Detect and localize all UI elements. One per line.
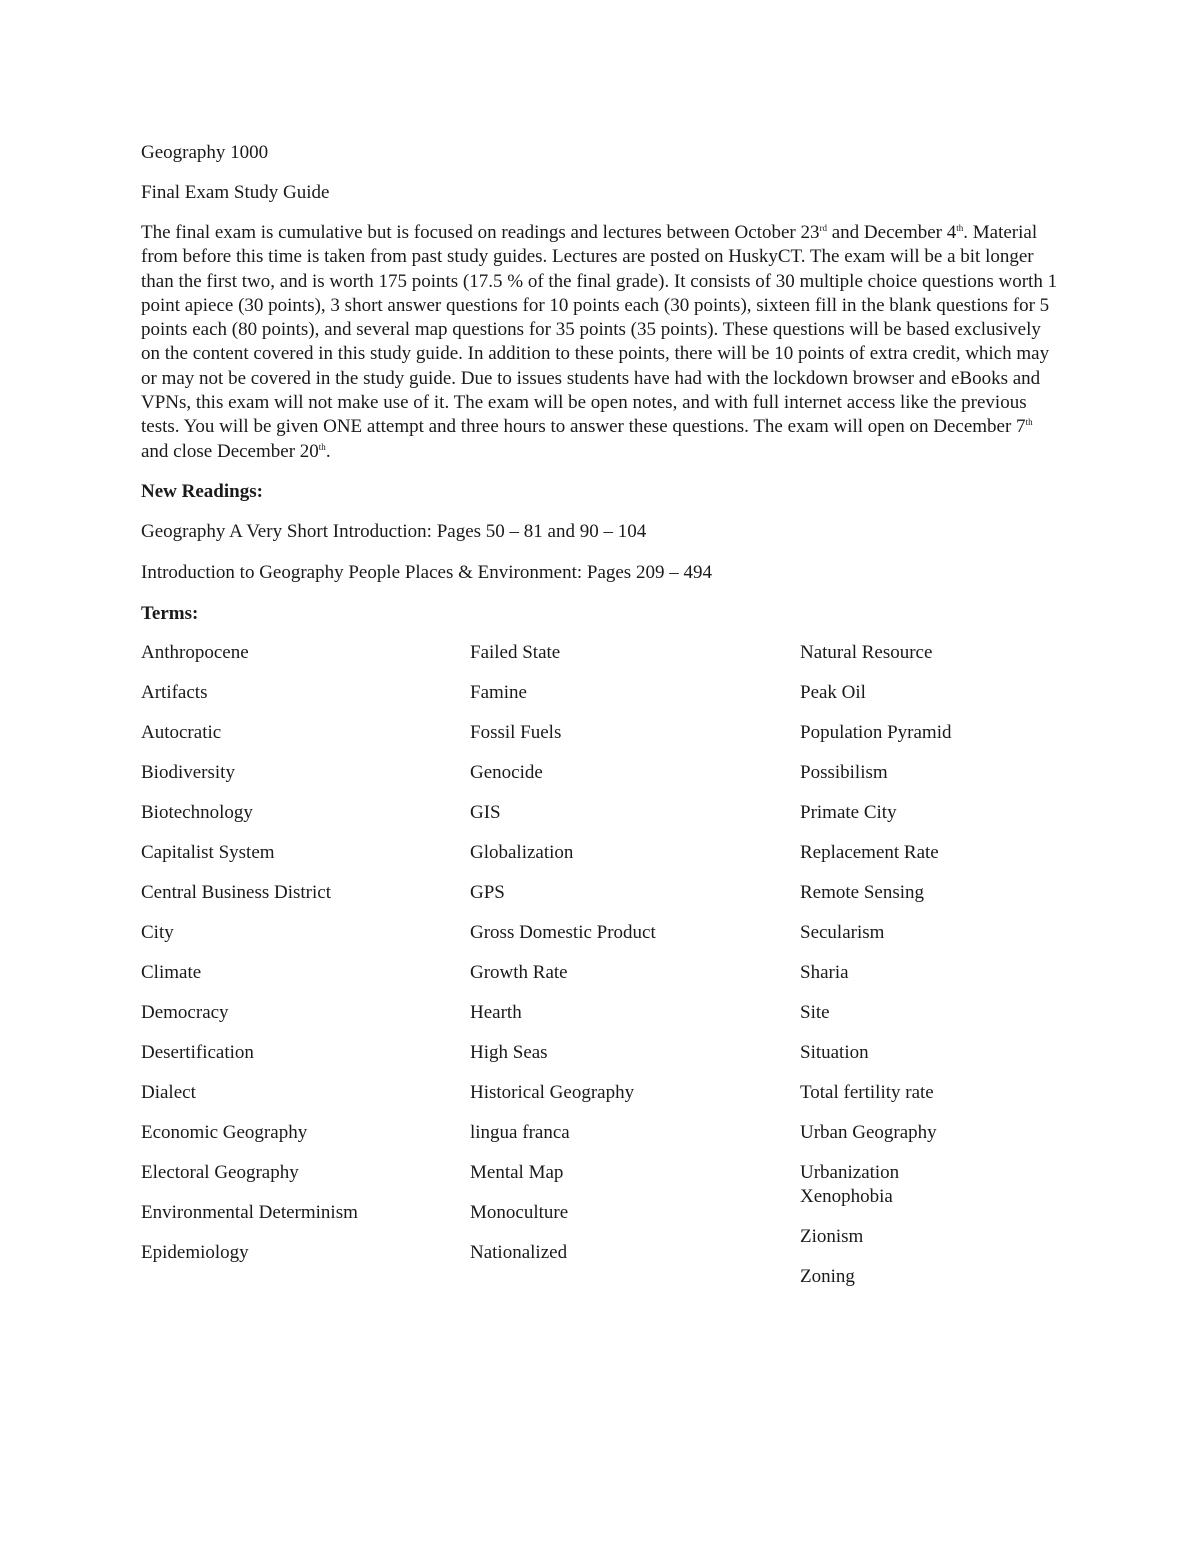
intro-text-2: and December 4 xyxy=(827,222,957,243)
intro-sup-3: th xyxy=(1025,417,1033,428)
intro-text-3: . Material from before this time is taken from past study guides. Lectures are posted on HuskyCT. The exam will be a bit longer than the first two, and is worth 175 points (17.5 % of the final grade). It consists of 30 multiple choice questions worth 1 point apiece (30 points), 3 short answer questions for 10 points each (30 points), sixteen fill in the blank questions for 5 points each (80 points), and several map questions for 35 points (35 points). These questions will be based exclusively on the content covered in this study guide. In addition to these points, there will be 10 points of extra credit, which may or may not be covered in the study guide. Due to issues students have had with the lockdown browser and eBooks and VPNs, this exam will not make use of it. The exam will be open notes, and with full internet access like the previous tests. You will be given ONE attempt and three hours to answer these questions. The exam will open on December 7 xyxy=(141,222,1058,438)
intro-text-5: . xyxy=(325,440,331,462)
term-item: Situation xyxy=(800,1041,869,1063)
term-item: Primate City xyxy=(800,801,897,823)
term-item: Zionism xyxy=(800,1225,864,1247)
terms-column-3 xyxy=(800,641,951,1305)
term-item: GPS xyxy=(470,881,505,903)
term-item: Historical Geography xyxy=(470,1081,635,1103)
term-item: GIS xyxy=(470,801,501,823)
term-item: Mental Map xyxy=(470,1161,564,1183)
term-item: Biodiversity xyxy=(141,761,235,783)
term-item: Total fertility rate xyxy=(800,1081,934,1103)
term-item: Possibilism xyxy=(800,761,888,783)
term-item: Urban Geography xyxy=(800,1121,937,1143)
intro-sup-1: rd xyxy=(819,223,827,233)
term-item: Peak Oil xyxy=(800,681,866,703)
term-item: Artifacts xyxy=(141,681,208,703)
document-subtitle: Final Exam Study Guide xyxy=(141,182,330,203)
term-item: Electoral Geography xyxy=(141,1161,299,1183)
terms-column-2 xyxy=(470,641,656,1281)
intro-text-1: The final exam is cumulative but is focused on readings and lectures between October 23 xyxy=(141,222,820,243)
term-item: Anthropocene xyxy=(141,641,249,663)
term-item: Replacement Rate xyxy=(800,841,939,863)
term-item: Famine xyxy=(470,681,527,703)
term-item: High Seas xyxy=(470,1041,548,1063)
term-item: Growth Rate xyxy=(470,961,568,983)
term-item: Central Business District xyxy=(141,881,331,903)
term-item: Democracy xyxy=(141,1001,229,1023)
term-item: Sharia xyxy=(800,961,849,983)
term-item: Genocide xyxy=(470,761,543,783)
term-item: Economic Geography xyxy=(141,1121,308,1143)
intro-text-4: and close December 20 xyxy=(141,440,319,462)
term-item: Population Pyramid xyxy=(800,721,952,743)
intro-paragraph xyxy=(141,221,1061,464)
readings-heading: New Readings: xyxy=(141,480,263,502)
terms-heading: Terms: xyxy=(141,602,199,624)
term-item: Environmental Determinism xyxy=(141,1201,358,1223)
term-item: Autocratic xyxy=(141,721,222,743)
intro-sup-4: th xyxy=(318,441,326,452)
intro-sup-2: th xyxy=(956,223,964,233)
reading-item: Introduction to Geography People Places & Environment: Pages 209 – 494 xyxy=(141,561,712,583)
term-item: Xenophobia xyxy=(800,1185,893,1207)
term-item: Urbanization xyxy=(800,1161,900,1183)
term-item: Fossil Fuels xyxy=(470,721,562,743)
term-item: Zoning xyxy=(800,1265,855,1287)
term-item: Secularism xyxy=(800,921,885,943)
term-item: Biotechnology xyxy=(141,801,253,823)
term-item: Dialect xyxy=(141,1081,196,1103)
document-page xyxy=(141,141,1061,1301)
term-item: City xyxy=(141,921,174,943)
term-item: Gross Domestic Product xyxy=(470,921,656,943)
term-item: Failed State xyxy=(470,641,561,663)
term-item: Epidemiology xyxy=(141,1241,249,1263)
term-item: Remote Sensing xyxy=(800,881,925,903)
term-item: Climate xyxy=(141,961,202,983)
term-item: Natural Resource xyxy=(800,641,933,663)
term-item: Site xyxy=(800,1001,830,1023)
term-item: Globalization xyxy=(470,841,574,863)
terms-column-1 xyxy=(141,641,358,1281)
term-item: Desertification xyxy=(141,1041,254,1063)
term-item: Hearth xyxy=(470,1001,522,1023)
term-item: Capitalist System xyxy=(141,841,275,863)
reading-item: Geography A Very Short Introduction: Pages 50 – 81 and 90 – 104 xyxy=(141,520,647,542)
terms-columns xyxy=(141,641,1061,1301)
course-title: Geography 1000 xyxy=(141,142,269,163)
term-item: lingua franca xyxy=(470,1121,570,1143)
term-item: Nationalized xyxy=(470,1241,568,1263)
term-item: Monoculture xyxy=(470,1201,569,1223)
